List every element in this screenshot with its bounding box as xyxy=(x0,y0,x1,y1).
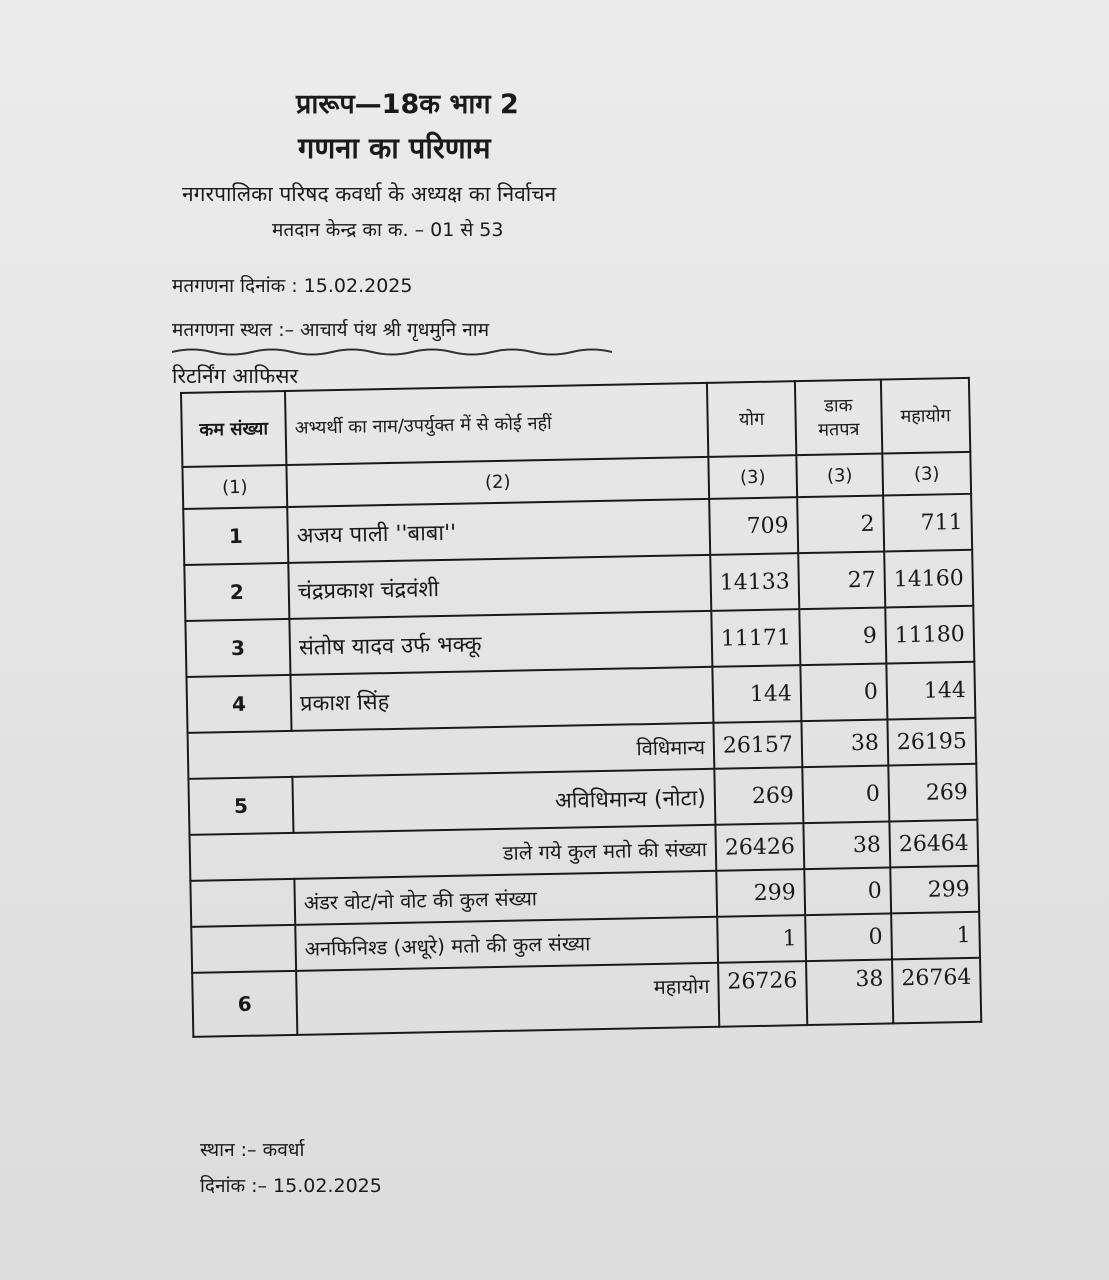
footer-date: दिनांक :– 15.02.2025 xyxy=(200,1175,382,1197)
votes-postal: 27 xyxy=(798,552,885,610)
index-cell: (2) xyxy=(286,457,709,507)
election-title: नगरपालिका परिषद कवर्धा के अध्यक्ष का निर्वाचन xyxy=(182,182,557,206)
votes-total: 11171 xyxy=(711,609,800,667)
nota-label: अविधिमान्य (नोटा) xyxy=(292,769,715,833)
valid-postal: 38 xyxy=(801,719,888,767)
serial-number: 5 xyxy=(188,777,293,835)
result-subtitle: गणना का परिणाम xyxy=(298,131,491,165)
votes-postal: 2 xyxy=(797,496,884,554)
count-date: मतगणना दिनांक : 15.02.2025 xyxy=(172,275,413,297)
votes-grand: 711 xyxy=(883,494,972,552)
candidate-name: संतोष यादव उर्फ भक्कू xyxy=(289,611,712,675)
returning-officer: रिटर्निंग आफिसर xyxy=(172,364,299,388)
index-cell: (3) xyxy=(882,452,971,496)
unfinished-label: अनफिनिश्ड (अधूरे) मतो की कुल संख्या xyxy=(295,917,718,971)
unfinished-grand: 1 xyxy=(891,912,980,960)
empty-cell xyxy=(190,879,295,927)
index-cell: (3) xyxy=(796,454,883,498)
serial-number: 2 xyxy=(184,563,289,621)
valid-grand: 26195 xyxy=(887,718,976,766)
votes-grand: 14160 xyxy=(884,550,973,608)
undervote-postal: 0 xyxy=(804,867,891,915)
votes-postal: 0 xyxy=(800,663,887,721)
index-cell: (1) xyxy=(182,465,287,509)
cast-total: 26426 xyxy=(715,823,804,871)
header-postal: डाक मतपत्र xyxy=(795,380,882,456)
serial-number: 3 xyxy=(185,619,290,677)
header-total: योग xyxy=(707,381,796,457)
struck-text-scribble xyxy=(172,346,612,356)
undervote-grand: 299 xyxy=(890,866,979,914)
footer-place: स्थान :– कवर्धा xyxy=(200,1139,305,1161)
form-title: प्रारूप—18क भाग 2 xyxy=(296,89,519,120)
nota-postal: 0 xyxy=(802,765,889,823)
polling-centres: मतदान केन्द्र का क. – 01 से 53 xyxy=(272,219,504,241)
votes-grand: 11180 xyxy=(885,606,974,664)
votes-total: 14133 xyxy=(710,553,799,611)
grand-total-label: महायोग xyxy=(296,963,719,1035)
nota-grand: 269 xyxy=(888,764,977,822)
serial-number: 4 xyxy=(186,675,291,733)
serial-number: 6 xyxy=(192,971,297,1037)
header-grand: महायोग xyxy=(881,378,970,454)
votes-total: 144 xyxy=(712,665,801,723)
votes-postal: 9 xyxy=(799,608,886,666)
header-name: अभ्यर्थी का नाम/उपर्युक्त में से कोई नहीं xyxy=(285,383,708,465)
unfinished-total: 1 xyxy=(717,915,806,963)
index-cell: (3) xyxy=(708,455,797,499)
votes-grand: 144 xyxy=(886,662,975,720)
count-place: मतगणना स्थल :– आचार्य पंथ श्री गृधमुनि नाम xyxy=(172,319,490,341)
grand-total-grand: 26764 xyxy=(892,958,981,1024)
valid-votes-label: विधिमान्य xyxy=(188,723,715,779)
nota-total: 269 xyxy=(714,767,803,825)
cast-grand: 26464 xyxy=(889,820,978,868)
candidate-name: चंद्रप्रकाश चंद्रवंशी xyxy=(288,555,711,619)
cast-votes-label: डाले गये कुल मतो की संख्या xyxy=(190,825,717,881)
unfinished-postal: 0 xyxy=(805,913,892,961)
result-table-wrapper xyxy=(180,377,982,1038)
grand-total-postal: 38 xyxy=(806,959,893,1025)
grand-total-total: 26726 xyxy=(718,961,807,1027)
undervote-total: 299 xyxy=(716,869,805,917)
result-table xyxy=(180,377,982,1038)
serial-number: 1 xyxy=(183,507,288,565)
empty-cell xyxy=(191,925,296,973)
valid-total: 26157 xyxy=(713,721,802,769)
grand-total-row xyxy=(192,958,981,1037)
candidate-name: अजय पाली ''बाबा'' xyxy=(287,499,710,563)
candidate-name: प्रकाश सिंह xyxy=(290,667,713,731)
cast-postal: 38 xyxy=(803,821,890,869)
votes-total: 709 xyxy=(709,497,798,555)
undervote-label: अंडर वोट/नो वोट की कुल संख्या xyxy=(294,871,717,925)
header-serial: कम संख्या xyxy=(181,391,286,467)
